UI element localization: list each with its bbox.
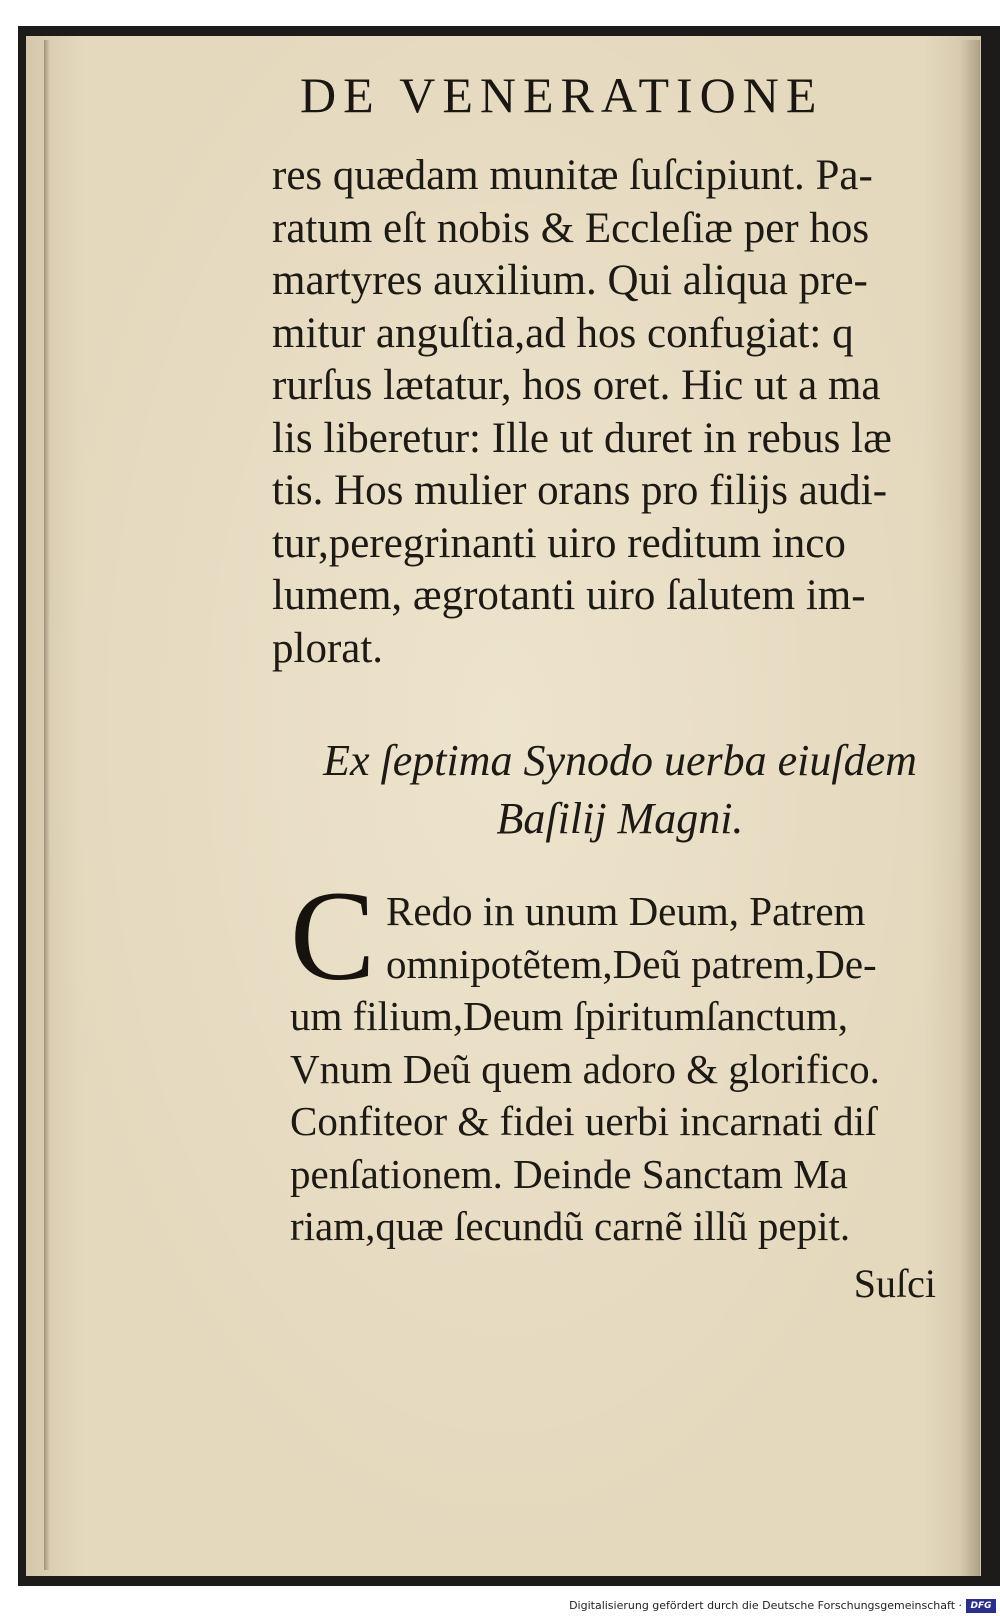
text-line: res quædam munitæ ſuſcipiunt. Pa-	[272, 152, 873, 199]
text-line: tis. Hos mulier orans pro filijs audi-	[272, 467, 888, 514]
running-head: DE VENERATIONE	[300, 67, 824, 123]
text-line: Vnum Deũ quem adoro & glorifico.	[290, 1045, 880, 1092]
text-line: Redo in unum Deum, Patrem	[386, 888, 866, 934]
body-paragraph	[272, 150, 948, 675]
heading-line: Ex ſeptima Synodo uerba eiuſdem	[323, 736, 917, 785]
catchword: Suſci	[853, 1261, 936, 1306]
text-line: martyres auxilium. Qui aliqua pre-	[272, 257, 868, 304]
text-line: lis liberetur: Ille ut duret in rebus læ	[272, 414, 892, 462]
dfg-logo: DFG	[966, 1599, 996, 1613]
section-heading	[300, 732, 940, 848]
text-line: lumem, ægrotanti uiro ſalutem im-	[272, 572, 866, 619]
page-gutter-shadow	[44, 40, 50, 1570]
creed-paragraph	[290, 885, 960, 1253]
text-line: omnipotẽtem,Deũ patrem,De-	[386, 940, 877, 987]
drop-cap-initial: C	[290, 865, 376, 1007]
text-line: tur,peregrinanti uiro reditum inco	[272, 519, 846, 567]
page-edge-shadow	[960, 40, 980, 1576]
text-line: ratum eſt nobis & Eccleſiæ per hos	[272, 204, 870, 252]
heading-line: Baſilij Magni.	[496, 794, 744, 843]
text-line: rurſus lætatur, hos oret. Hic ut a ma	[272, 362, 881, 409]
text-line: um filium,Deum ſpiritumſanctum,	[290, 993, 848, 1039]
text-line: riam,quæ ſecundũ carnẽ illũ pepit.	[290, 1203, 851, 1249]
text-line: plorat.	[272, 624, 384, 672]
text-line: penſationem. Deinde Sanctam Ma	[290, 1150, 848, 1197]
text-line: Confiteor & fidei uerbi incarnati diſ	[290, 1098, 877, 1144]
funding-credit: Digitalisierung gefördert durch die Deutsche Forschungsgemeinschaft ·	[569, 1599, 962, 1612]
text-line: mitur anguſtia,ad hos confugiat: q	[272, 309, 854, 357]
